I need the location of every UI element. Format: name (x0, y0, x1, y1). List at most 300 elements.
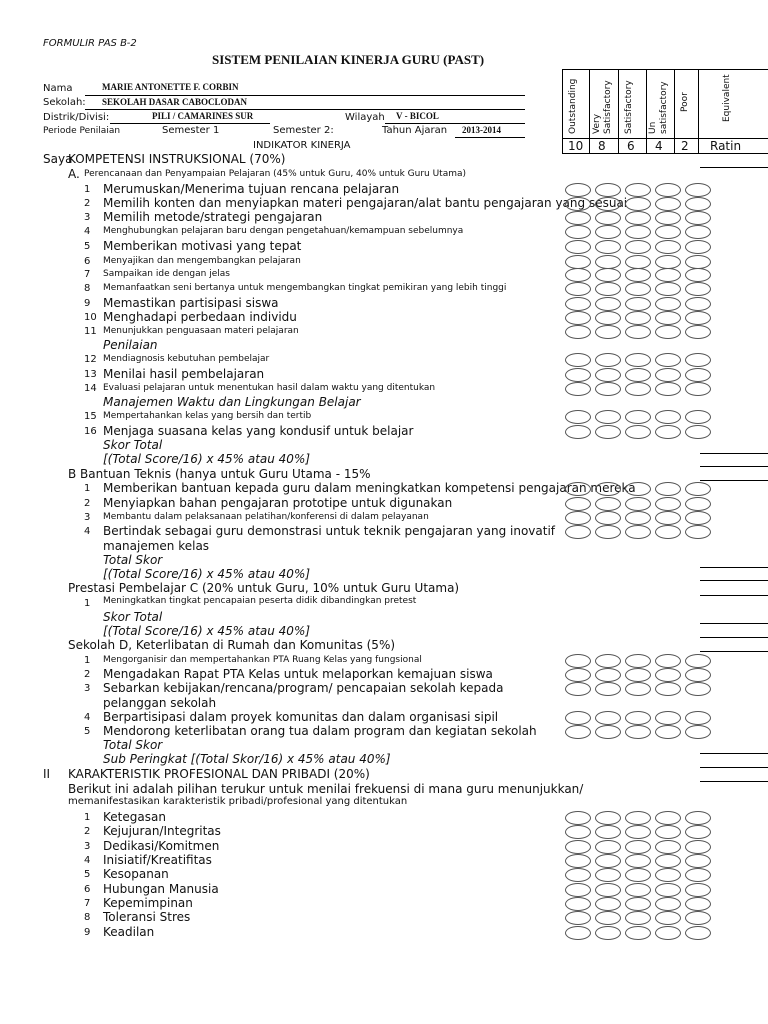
section-b-title: B Bantuan Teknis (hanya untuk Guru Utama - 15% (68, 467, 371, 481)
rating-option-1[interactable] (565, 854, 591, 868)
rating-header-poor: Poor (680, 92, 690, 112)
rating-option-4[interactable] (655, 926, 681, 940)
rating-option-4[interactable] (655, 183, 681, 197)
item-a-8-text: Memanfaatkan seni bertanya untuk mengembangkan tingkat pemikiran yang lebih tinggi (103, 283, 507, 293)
item-a-10-ovals (565, 311, 711, 325)
rating-option-3[interactable] (625, 425, 651, 439)
manajemen-subheading: Manajemen Waktu dan Lingkungan Belajar (103, 395, 361, 409)
item-a-8-number: 8 (84, 283, 91, 294)
item-a-15-ovals (565, 410, 711, 424)
rating-option-5[interactable] (685, 654, 711, 668)
item-a-7-ovals (565, 268, 711, 282)
rating-header-unsatisfactory: Un satisfactory (648, 81, 669, 134)
rating-option-2[interactable] (595, 654, 621, 668)
item-a-1-text: Merumuskan/Menerima tujuan rencana pelajaran (103, 182, 400, 196)
rating-option-2[interactable] (595, 682, 621, 696)
rating-option-5[interactable] (685, 353, 711, 367)
rating-option-2[interactable] (595, 854, 621, 868)
rating-option-4[interactable] (655, 268, 681, 282)
formula-a: [(Total Score/16) x 45% atau 40%] (103, 452, 311, 466)
rating-option-4[interactable] (655, 811, 681, 825)
item-2-4-text: Inisiatif/Kreatifitas (103, 853, 212, 867)
rating-option-3[interactable] (625, 711, 651, 725)
item-2-8-text: Toleransi Stres (103, 910, 191, 924)
rating-option-3[interactable] (625, 525, 651, 539)
rating-option-2[interactable] (595, 197, 621, 211)
rating-option-3[interactable] (625, 255, 651, 269)
rating-option-1[interactable] (565, 497, 591, 511)
item-a-9-text: Memastikan partisipasi siswa (103, 296, 279, 310)
item-b-4-text: Bertindak sebagai guru demonstrasi untuk teknik pengajaran yang inovatif (103, 524, 555, 538)
item-b-4-ovals (565, 525, 711, 539)
section-c-title: Prestasi Pembelajar C (20% untuk Guru, 10% untuk Guru Utama) (68, 581, 460, 595)
item-2-9-ovals (565, 926, 711, 940)
item-2-8-number: 8 (84, 912, 91, 923)
item-a-5-text: Memberikan motivasi yang tepat (103, 239, 302, 253)
rating-option-2[interactable] (595, 410, 621, 424)
rating-option-1[interactable] (565, 926, 591, 940)
item-b-3-number: 3 (84, 512, 91, 523)
rating-option-5[interactable] (685, 897, 711, 911)
rating-option-5[interactable] (685, 410, 711, 424)
item-a-3-number: 3 (84, 212, 91, 223)
item-a-7-number: 7 (84, 269, 91, 280)
rating-option-3[interactable] (625, 353, 651, 367)
skor-total-c: Skor Total (103, 610, 163, 624)
rating-option-3[interactable] (625, 282, 651, 296)
rating-option-4[interactable] (655, 353, 681, 367)
rating-option-1[interactable] (565, 482, 591, 496)
rating-option-5[interactable] (685, 840, 711, 854)
item-a-9-number: 9 (84, 298, 91, 309)
page-title: SISTEM PENILAIAN KINERJA GURU (PAST) (212, 52, 485, 67)
section-2-desc-2: memanifestasikan karakteristik pribadi/profesional yang ditentukan (68, 796, 408, 807)
formula-c: [(Total Score/16) x 45% atau 40%] (103, 624, 311, 638)
rating-option-2[interactable] (595, 868, 621, 882)
item-a-4-number: 4 (84, 226, 91, 237)
rating-option-1[interactable] (565, 511, 591, 525)
item-a-11-text: Menunjukkan penguasaan materi pelajaran (103, 326, 299, 336)
rating-option-4[interactable] (655, 225, 681, 239)
rating-option-3[interactable] (625, 297, 651, 311)
rating-option-1[interactable] (565, 410, 591, 424)
rating-option-4[interactable] (655, 425, 681, 439)
rating-option-4[interactable] (655, 682, 681, 696)
rating-option-4[interactable] (655, 525, 681, 539)
item-b-4-number: 4 (84, 526, 91, 537)
rating-option-5[interactable] (685, 825, 711, 839)
item-c-1-number: 1 (84, 598, 91, 609)
rating-option-2[interactable] (595, 425, 621, 439)
rating-option-3[interactable] (625, 482, 651, 496)
section-d-title: Sekolah D, Keterlibatan di Rumah dan Komunitas (5%) (68, 638, 396, 652)
rating-option-4[interactable] (655, 868, 681, 882)
total-skor-b: Total Skor (103, 553, 163, 567)
item-a-7-text: Sampaikan ide dengan jelas (103, 269, 230, 279)
item-2-7-text: Kepemimpinan (103, 896, 193, 910)
item-b-1-text: Memberikan bantuan kepada guru dalam meningkatkan kompetensi pengajaran mereka (103, 481, 636, 495)
item-2-8-ovals (565, 911, 711, 925)
item-a-3-text: Memilih metode/strategi pengajaran (103, 210, 323, 224)
rating-option-2[interactable] (595, 325, 621, 339)
rating-option-5[interactable] (685, 197, 711, 211)
rating-option-1[interactable] (565, 911, 591, 925)
rating-option-3[interactable] (625, 811, 651, 825)
item-2-1-ovals (565, 811, 711, 825)
item-a-9-ovals (565, 297, 711, 311)
rating-option-1[interactable] (565, 382, 591, 396)
item-b-1-ovals (565, 482, 711, 496)
rating-option-2[interactable] (595, 482, 621, 496)
item-d-4-ovals (565, 711, 711, 725)
item-d-5-ovals (565, 725, 711, 739)
rating-option-4[interactable] (655, 311, 681, 325)
rating-option-4[interactable] (655, 368, 681, 382)
rating-option-5[interactable] (685, 211, 711, 225)
rating-option-3[interactable] (625, 840, 651, 854)
rating-option-5[interactable] (685, 711, 711, 725)
item-a-15-number: 15 (84, 411, 97, 422)
item-a-1-number: 1 (84, 184, 91, 195)
rating-option-5[interactable] (685, 682, 711, 696)
rating-option-1[interactable] (565, 368, 591, 382)
item-a-12-number: 12 (84, 354, 97, 365)
item-d-2-number: 2 (84, 669, 91, 680)
rating-option-5[interactable] (685, 425, 711, 439)
item-b-2-number: 2 (84, 498, 91, 509)
item-2-1-number: 1 (84, 812, 91, 823)
rating-option-2[interactable] (595, 711, 621, 725)
rating-option-2[interactable] (595, 368, 621, 382)
rating-option-3[interactable] (625, 911, 651, 925)
rating-value-6: 6 (627, 139, 635, 153)
item-a-13-ovals (565, 368, 711, 382)
rating-option-2[interactable] (595, 497, 621, 511)
item-b-3-ovals (565, 511, 711, 525)
item-a-3-ovals (565, 211, 711, 225)
rating-option-1[interactable] (565, 282, 591, 296)
rating-option-5[interactable] (685, 225, 711, 239)
rating-option-3[interactable] (625, 240, 651, 254)
item-b-2-ovals (565, 497, 711, 511)
item-2-6-ovals (565, 883, 711, 897)
rating-option-1[interactable] (565, 211, 591, 225)
rating-option-2[interactable] (595, 811, 621, 825)
rating-option-2[interactable] (595, 183, 621, 197)
rating-option-2[interactable] (595, 240, 621, 254)
label-semester1: Semester 1 (162, 125, 220, 136)
item-2-3-text: Dedikasi/Komitmen (103, 839, 220, 853)
item-d-5-number: 5 (84, 726, 91, 737)
item-a-5-number: 5 (84, 241, 91, 252)
rating-option-3[interactable] (625, 668, 651, 682)
rating-option-4[interactable] (655, 255, 681, 269)
label-tahun: Tahun Ajaran (382, 125, 448, 136)
item-a-12-ovals (565, 353, 711, 367)
rating-option-2[interactable] (595, 225, 621, 239)
item-a-6-number: 6 (84, 256, 91, 267)
rating-option-1[interactable] (565, 525, 591, 539)
item-a-13-text: Menilai hasil pembelajaran (103, 367, 265, 381)
rating-option-5[interactable] (685, 525, 711, 539)
formula-b: [(Total Score/16) x 45% atau 40%] (103, 567, 311, 581)
item-a-16-text: Menjaga suasana kelas yang kondusif untuk belajar (103, 424, 414, 438)
rating-option-5[interactable] (685, 482, 711, 496)
rating-option-4[interactable] (655, 668, 681, 682)
rating-option-3[interactable] (625, 682, 651, 696)
rating-option-5[interactable] (685, 368, 711, 382)
rating-option-3[interactable] (625, 268, 651, 282)
rating-option-1[interactable] (565, 353, 591, 367)
rating-option-1[interactable] (565, 811, 591, 825)
rating-option-1[interactable] (565, 325, 591, 339)
rating-option-4[interactable] (655, 382, 681, 396)
rating-value-4: 4 (655, 139, 663, 153)
rating-option-4[interactable] (655, 297, 681, 311)
rating-option-5[interactable] (685, 183, 711, 197)
item-d-1-text: Mengorganisir dan mempertahankan PTA Ruang Kelas yang fungsional (103, 655, 422, 665)
rating-option-2[interactable] (595, 840, 621, 854)
rating-option-1[interactable] (565, 654, 591, 668)
rating-option-4[interactable] (655, 282, 681, 296)
rating-option-3[interactable] (625, 382, 651, 396)
rating-header-outstanding: Outstanding (568, 78, 578, 134)
rating-option-1[interactable] (565, 725, 591, 739)
rating-option-4[interactable] (655, 325, 681, 339)
rating-option-1[interactable] (565, 255, 591, 269)
rating-header-equivalent: Equivalent (722, 74, 732, 122)
item-a-16-ovals (565, 425, 711, 439)
rating-option-4[interactable] (655, 211, 681, 225)
item-2-4-number: 4 (84, 855, 91, 866)
rating-option-5[interactable] (685, 668, 711, 682)
rating-option-5[interactable] (685, 255, 711, 269)
item-b-3-text: Membantu dalam pelaksanaan pelatihan/konferensi di dalam pelayanan (103, 512, 429, 522)
rating-option-4[interactable] (655, 482, 681, 496)
item-d-5-text: Mendorong keterlibatan orang tua dalam program dan kegiatan sekolah (103, 724, 537, 738)
rating-header-very-satisfactory: Very Satisfactory (592, 80, 613, 134)
item-a-11-number: 11 (84, 326, 97, 337)
value-sekolah: SEKOLAH DASAR CABOCLODAN (102, 97, 248, 107)
rating-option-4[interactable] (655, 825, 681, 839)
rating-option-3[interactable] (625, 654, 651, 668)
rating-option-3[interactable] (625, 926, 651, 940)
rating-option-3[interactable] (625, 183, 651, 197)
label-semester2: Semester 2: (273, 125, 334, 136)
rating-option-2[interactable] (595, 897, 621, 911)
rating-option-1[interactable] (565, 425, 591, 439)
section-2-desc-1: Berikut ini adalah pilihan terukur untuk menilai frekuensi di mana guru menunjukkan/ (68, 782, 584, 796)
rating-option-1[interactable] (565, 868, 591, 882)
rating-option-4[interactable] (655, 410, 681, 424)
rating-option-4[interactable] (655, 511, 681, 525)
item-a-14-ovals (565, 382, 711, 396)
item-2-2-number: 2 (84, 826, 91, 837)
rating-option-1[interactable] (565, 840, 591, 854)
item-2-3-number: 3 (84, 841, 91, 852)
rating-option-1[interactable] (565, 668, 591, 682)
item-2-5-ovals (565, 868, 711, 882)
rating-option-3[interactable] (625, 368, 651, 382)
section-2-number: II (43, 767, 51, 781)
rating-option-4[interactable] (655, 854, 681, 868)
item-a-6-ovals (565, 255, 711, 269)
rating-option-2[interactable] (595, 311, 621, 325)
rating-option-5[interactable] (685, 382, 711, 396)
rating-option-2[interactable] (595, 825, 621, 839)
label-saya: Saya (43, 152, 73, 166)
rating-option-2[interactable] (595, 926, 621, 940)
rating-option-2[interactable] (595, 911, 621, 925)
label-periode: Periode Penilaian (43, 126, 121, 136)
rating-option-1[interactable] (565, 883, 591, 897)
pelanggan-text: pelanggan sekolah (103, 696, 217, 710)
item-a-11-ovals (565, 325, 711, 339)
rating-option-5[interactable] (685, 883, 711, 897)
rating-option-4[interactable] (655, 497, 681, 511)
rating-option-5[interactable] (685, 811, 711, 825)
rating-option-3[interactable] (625, 511, 651, 525)
rating-option-1[interactable] (565, 311, 591, 325)
item-b-1-number: 1 (84, 483, 91, 494)
rating-option-2[interactable] (595, 511, 621, 525)
rating-option-1[interactable] (565, 825, 591, 839)
rating-option-3[interactable] (625, 197, 651, 211)
rating-option-1[interactable] (565, 240, 591, 254)
rating-option-3[interactable] (625, 725, 651, 739)
rating-option-3[interactable] (625, 868, 651, 882)
rating-option-1[interactable] (565, 711, 591, 725)
rating-option-5[interactable] (685, 311, 711, 325)
rating-option-4[interactable] (655, 883, 681, 897)
rating-option-5[interactable] (685, 854, 711, 868)
item-2-2-ovals (565, 825, 711, 839)
value-nama: MARIE ANTONETTE F. CORBIN (102, 82, 239, 92)
item-a-2-number: 2 (84, 198, 91, 209)
rating-option-2[interactable] (595, 211, 621, 225)
rating-option-1[interactable] (565, 682, 591, 696)
rating-option-2[interactable] (595, 268, 621, 282)
section-a-letter: A. (68, 167, 80, 181)
rating-option-3[interactable] (625, 225, 651, 239)
item-d-4-number: 4 (84, 712, 91, 723)
rating-option-3[interactable] (625, 825, 651, 839)
rating-value-2: 2 (681, 139, 689, 153)
form-code: FORMULIR PAS B-2 (43, 38, 137, 49)
value-tahun: 2013-2014 (462, 125, 501, 135)
label-nama: Nama (43, 83, 73, 94)
item-a-2-ovals (565, 197, 711, 211)
item-a-14-text: Evaluasi pelajaran untuk menentukan hasil dalam waktu yang ditentukan (103, 383, 436, 393)
rating-option-3[interactable] (625, 325, 651, 339)
item-a-6-text: Menyajikan dan mengembangkan pelajaran (103, 256, 301, 266)
rating-option-1[interactable] (565, 297, 591, 311)
rating-option-2[interactable] (595, 883, 621, 897)
rating-option-4[interactable] (655, 654, 681, 668)
rating-option-5[interactable] (685, 268, 711, 282)
rating-value-10: 10 (568, 139, 584, 153)
label-sekolah: Sekolah: (43, 97, 86, 108)
rating-option-5[interactable] (685, 240, 711, 254)
item-a-13-number: 13 (84, 369, 97, 380)
rating-option-4[interactable] (655, 240, 681, 254)
rating-option-3[interactable] (625, 497, 651, 511)
item-a-10-number: 10 (84, 312, 97, 323)
rating-option-5[interactable] (685, 911, 711, 925)
rating-option-5[interactable] (685, 725, 711, 739)
rating-option-5[interactable] (685, 282, 711, 296)
rating-option-4[interactable] (655, 725, 681, 739)
section-a-title: Perencanaan dan Penyampaian Pelajaran (45% untuk Guru, 40% untuk Guru Utama) (84, 169, 467, 179)
rating-option-1[interactable] (565, 268, 591, 282)
value-wilayah: V - BICOL (396, 111, 439, 121)
rating-option-2[interactable] (595, 297, 621, 311)
rating-option-2[interactable] (595, 353, 621, 367)
rating-option-4[interactable] (655, 197, 681, 211)
rating-option-5[interactable] (685, 297, 711, 311)
rating-option-5[interactable] (685, 497, 711, 511)
item-a-1-ovals (565, 183, 711, 197)
rating-option-1[interactable] (565, 197, 591, 211)
rating-option-2[interactable] (595, 525, 621, 539)
rating-option-5[interactable] (685, 926, 711, 940)
item-a-2-text: Memilih konten dan menyiapkan materi pengajaran/alat bantu pengajaran yang sesuai (103, 196, 628, 210)
rating-option-5[interactable] (685, 511, 711, 525)
rating-option-5[interactable] (685, 325, 711, 339)
rating-option-3[interactable] (625, 311, 651, 325)
rating-option-4[interactable] (655, 711, 681, 725)
rating-option-2[interactable] (595, 255, 621, 269)
label-wilayah: Wilayah (345, 112, 385, 123)
rating-option-1[interactable] (565, 897, 591, 911)
rating-option-3[interactable] (625, 410, 651, 424)
rating-option-3[interactable] (625, 897, 651, 911)
rating-option-4[interactable] (655, 897, 681, 911)
rating-option-5[interactable] (685, 868, 711, 882)
formula-d: Sub Peringkat [(Total Skor/16) x 45% atau 40%] (103, 752, 391, 766)
rating-option-3[interactable] (625, 883, 651, 897)
manajemen-kelas-text: manajemen kelas (103, 539, 210, 553)
item-2-5-text: Kesopanan (103, 867, 169, 881)
item-d-3-ovals (565, 682, 711, 696)
item-2-3-ovals (565, 840, 711, 854)
item-a-10-text: Menghadapi perbedaan individu (103, 310, 297, 324)
rating-option-3[interactable] (625, 854, 651, 868)
rating-option-3[interactable] (625, 211, 651, 225)
penilaian-subheading: Penilaian (103, 338, 158, 352)
item-2-9-text: Keadilan (103, 925, 155, 939)
rating-option-1[interactable] (565, 183, 591, 197)
rating-option-1[interactable] (565, 225, 591, 239)
rating-option-2[interactable] (595, 668, 621, 682)
rating-option-4[interactable] (655, 911, 681, 925)
item-d-3-text: Sebarkan kebijakan/rencana/program/ pencapaian sekolah kepada (103, 681, 504, 695)
skor-total-a: Skor Total (103, 438, 163, 452)
rating-option-4[interactable] (655, 840, 681, 854)
rating-option-2[interactable] (595, 382, 621, 396)
item-2-6-text: Hubungan Manusia (103, 882, 219, 896)
item-2-4-ovals (565, 854, 711, 868)
section-1-title: KOMPETENSI INSTRUKSIONAL (70%) (68, 152, 286, 166)
section-2-title: KARAKTERISTIK PROFESIONAL DAN PRIBADI (20%) (68, 767, 370, 781)
rating-value-rating: Ratin (710, 139, 742, 153)
item-a-5-ovals (565, 240, 711, 254)
item-b-2-text: Menyiapkan bahan pengajaran prototipe untuk digunakan (103, 496, 453, 510)
item-2-5-number: 5 (84, 869, 91, 880)
rating-option-2[interactable] (595, 725, 621, 739)
rating-option-2[interactable] (595, 282, 621, 296)
rating-value-8: 8 (598, 139, 606, 153)
